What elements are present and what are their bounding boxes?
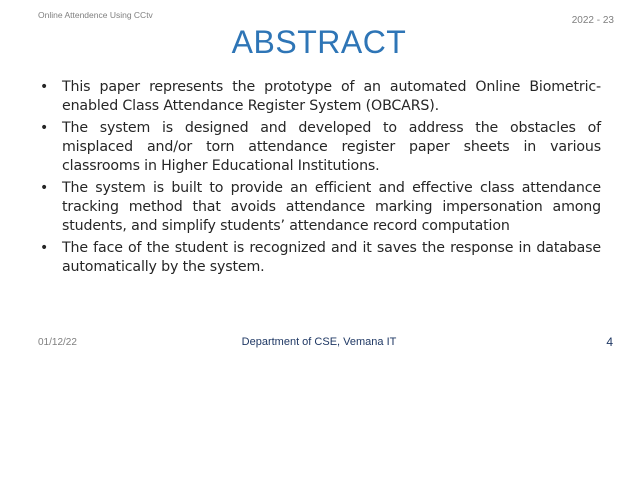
footer-department: Department of CSE, Vemana IT (241, 336, 397, 348)
header-project-title: Online Attendence Using CCtv (38, 10, 153, 20)
header-academic-year: 2022 - 23 (571, 15, 614, 26)
bullet-text: The system is built to provide an efficient and effective class attendance tracking method that avoids attendance marking impersonation among students, and simplify students’ attendance record computation (62, 180, 601, 234)
bullet-item (38, 119, 601, 176)
bullet-text: The system is designed and developed to address the obstacles of misplaced and/or torn attendance register paper sheets in various classrooms in Higher Educational Institutions. (62, 120, 601, 174)
bullet-item (38, 179, 601, 236)
footer-date: 01/12/22 (38, 337, 77, 348)
bullet-item (38, 78, 601, 116)
bullet-symbol: • (40, 180, 49, 196)
bullet-text: The face of the student is recognized and it saves the response in database automatically by the system. (62, 240, 601, 275)
bullet-symbol: • (40, 79, 49, 95)
page-number: 4 (606, 335, 613, 349)
bullet-symbol: • (40, 240, 49, 256)
bullet-symbol: • (40, 120, 49, 136)
bullet-item (38, 239, 601, 277)
bullet-text: This paper represents the prototype of an automated Online Biometric-enabled Class Attendance Register System (OBCARS). (62, 79, 601, 114)
slide-title: ABSTRACT (231, 24, 407, 60)
bullet-list (38, 78, 601, 280)
